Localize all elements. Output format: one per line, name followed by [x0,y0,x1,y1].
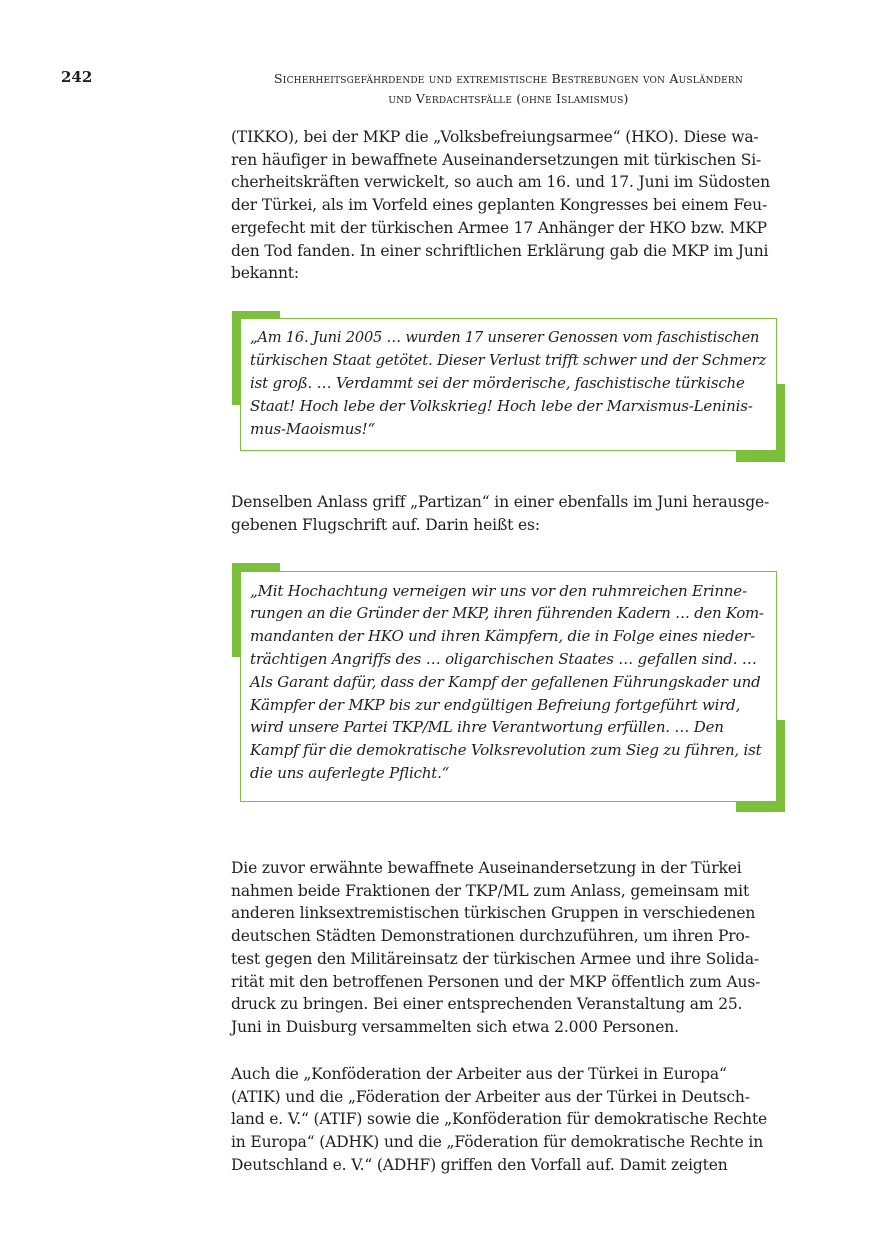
text-line: (ATIK) und die „Föderation der Arbeiter aus der Türkei in Deutsch- [231,1087,750,1106]
quote-line: „Mit Hochachtung verneigen wir uns vor den ruhmreichen Erinne- [250,582,747,600]
quote-line: „Am 16. Juni 2005 … wurden 17 unserer Genossen vom faschistischen [250,329,760,346]
text-line: in Europa“ (ADHK) und die „Föderation für demokratische Rechte in [231,1133,764,1152]
running-head-line: und Verdachtsfälle (ohne Islamismus) [388,91,629,106]
text-line: test gegen den Militäreinsatz der türkischen Armee und ihre Solida- [231,949,760,968]
text-line: anderen linksextremistischen türkischen Gruppen in verschiedenen [231,904,756,923]
running-head-line: Sicherheitsgefährdende und extremistische Bestrebungen von Ausländern [274,71,743,86]
text-line: Deutschland e. V.“ (ADHF) griffen den Vorfall auf. Damit zeigten [231,1155,728,1174]
text-line: rität mit den betroffenen Personen und der MKP öffentlich zum Aus- [231,972,761,991]
text-line: ren häufiger in bewaffnete Auseinandersetzungen mit türkischen Si- [231,150,762,169]
quote-line: rungen an die Gründer der MKP, ihren führenden Kadern … den Kom- [250,604,764,622]
text-line: Juni in Duisburg versammelten sich etwa 2.000 Personen. [231,1017,679,1036]
text-line: der Türkei, als im Vorfeld eines geplanten Kongresses bei einem Feu- [231,196,768,215]
quote-line: Kämpfer der MKP bis zur endgültigen Befreiung fortgeführt wird, [250,695,741,714]
quote-line: Staat! Hoch lebe der Volkskrieg! Hoch lebe der Marxismus-Leninis- [250,397,753,416]
quote-box [240,571,777,802]
text-line: nahmen beide Fraktionen der TKP/ML zum Anlass, gemeinsam mit [231,881,750,900]
running-head [232,69,785,109]
paragraph [231,1063,786,1177]
quote-line: mandanten der HKO und ihren Kämpfern, die in Folge eines nieder- [250,627,755,646]
text-line: (TIKKO), bei der MKP die „Volksbefreiungsarmee“ (HKO). Diese wa- [231,128,759,146]
text-line: Denselben Anlass griff „Partizan“ in einer ebenfalls im Juni herausge- [231,493,770,511]
text-line: druck zu bringen. Bei einer entsprechenden Veranstaltung am 25. [231,995,743,1014]
text-line: cherheitskräften verwickelt, so auch am 16. und 17. Juni im Südosten [231,173,770,192]
text-line: den Tod fanden. In einer schriftlichen Erklärung gab die MKP im Juni [231,241,769,260]
quote-line: Als Garant dafür, dass der Kampf der gefallenen Führungskader und [250,672,761,691]
page-number: 242 [61,68,93,86]
text-line: deutschen Städten Demonstrationen durchzuführen, um ihren Pro- [231,927,750,946]
text-line: bekannt: [231,264,299,283]
quote-line: mus-Maoismus!“ [250,419,375,438]
paragraph [231,491,786,536]
quote-line: Kampf für die demokratische Volksrevolution zum Sieg zu führen, ist [250,740,762,759]
quote-line: ist groß. … Verdammt sei der mörderische, faschistische türkische [250,374,745,393]
paragraph [231,857,786,1039]
text-line: ergefecht mit der türkischen Armee 17 Anhänger der HKO bzw. MKP [231,218,767,237]
quote-line: türkischen Staat getötet. Dieser Verlust trifft schwer und der Schmerz [250,351,767,369]
text-line: land e. V.“ (ATIF) sowie die „Konföderation für demokratische Rechte [231,1110,768,1129]
paragraph [231,126,786,285]
quote-box [240,318,777,451]
text-line: gebenen Flugschrift auf. Darin heißt es: [231,515,540,534]
text-line: Die zuvor erwähnte bewaffnete Auseinandersetzung in der Türkei [231,859,742,877]
text-line: Auch die „Konföderation der Arbeiter aus der Türkei in Europa“ [231,1065,727,1083]
quote-line: wird unsere Partei TKP/ML ihre Verantwortung erfüllen. … Den [250,718,724,737]
quote-line: die uns auferlegte Pflicht.“ [250,763,450,782]
quote-line: trächtigen Angriffs des … oligarchischen Staates … gefallen sind. … [250,650,757,669]
